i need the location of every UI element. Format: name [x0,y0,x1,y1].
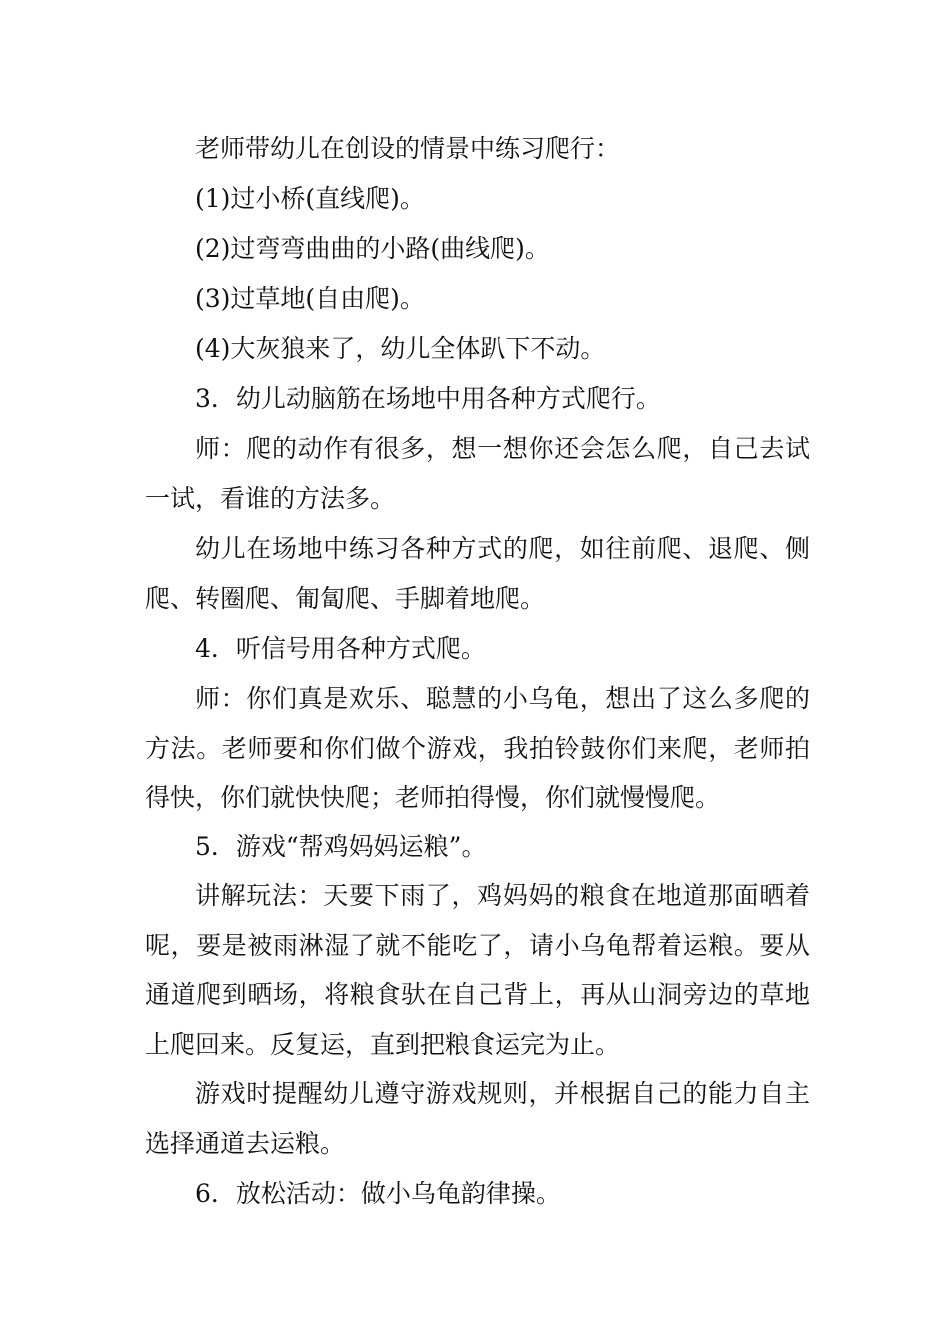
paragraph-children-practice: 幼儿在场地中练习各种方式的爬，如往前爬、退爬、侧爬、转圈爬、匍匐爬、手脚着地爬。 [145,534,810,613]
paragraph-step-4: (4)大灰狼来了，幼儿全体趴下不动。 [195,334,606,363]
paragraph-step-1: (1)过小桥(直线爬)。 [195,184,425,213]
section-4-heading: 4．听信号用各种方式爬。 [195,634,486,663]
paragraph-step-2: (2)过弯弯曲曲的小路(曲线爬)。 [195,234,550,263]
paragraph-game-rules: 讲解玩法：天要下雨了，鸡妈妈的粮食在地道那面晒着呢，要是被雨淋湿了就不能吃了，请小乌龟帮着运粮。要从通道爬到晒场，将粮食驮在自己背上，再从山洞旁边的草地上爬回来。反复运，直到把粮食运完为止。 [145,881,810,1059]
section-5-heading: 5．游戏“帮鸡妈妈运粮”。 [195,832,487,861]
paragraph-teacher-game: 师：你们真是欢乐、聪慧的小乌龟，想出了这么多爬的方法。老师要和你们做个游戏，我拍铃鼓你们来爬，老师拍得快，你们就快快爬；老师拍得慢，你们就慢慢爬。 [145,684,810,812]
paragraph-intro: 老师带幼儿在创设的情景中练习爬行： [195,134,621,163]
section-6-heading: 6．放松活动：做小乌龟韵律操。 [195,1179,561,1208]
paragraph-game-reminder: 游戏时提醒幼儿遵守游戏规则，并根据自己的能力自主选择通道去运粮。 [145,1079,810,1158]
paragraph-teacher-prompt: 师：爬的动作有很多，想一想你还会怎么爬，自己去试一试，看谁的方法多。 [145,434,810,513]
section-3-heading: 3．幼儿动脑筋在场地中用各种方式爬行。 [195,384,661,413]
paragraph-step-3: (3)过草地(自由爬)。 [195,284,425,313]
